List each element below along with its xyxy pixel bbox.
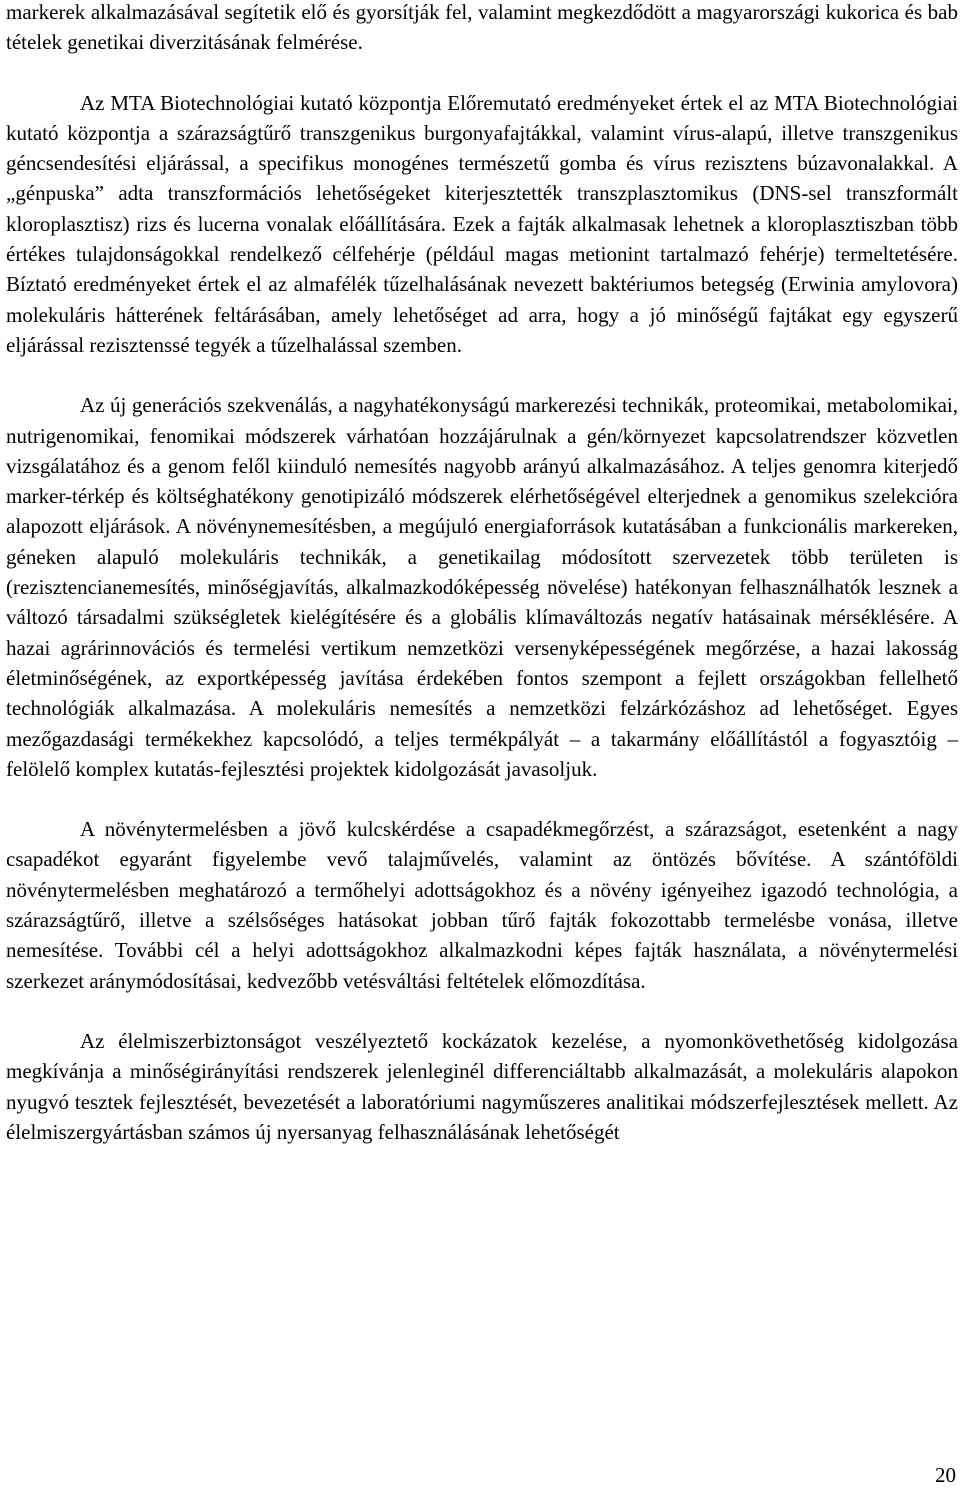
paragraph-crop-production: A növénytermelésben a jövő kulcskérdése a csapadékmegőrzést, a szárazságot, esetenként a nagy csapadékot egyaránt figyelembe vevő talajművelés, valamint az öntözés bővítése. A szántóföldi növénytermelésben meghatározó a termőhelyi adottságokhoz és a növény igényeihez igazodó technológia, a szárazságtűrő, illetve a szélsőséges hatásokat jobban tűrő fajták fokozottabb termelésbe vonása, illetve nemesítése. További cél a helyi adottságokhoz alkalmazkodni képes fajták használata, a növénytermelési szerkezet aránymódosításai, kedvezőbb vetésváltási feltételek előmozdítása. <box>6 817 958 993</box>
paragraph-mta-biotechnology: Az MTA Biotechnológiai kutató központja Előremutató eredményeket értek el az MTA Biotechnológiai kutató központja a szárazságtűrő transzgenikus burgonyafajtákkal, valamint vírus-alapú, illetve transzgenikus géncsendesítési eljárással, a specifikus monogénes természetű gomba és vírus rezisztens búzavonalakkal. A „génpuska” adta transzformációs lehetőségeket kiterjesztették transzplasztomikus (DNS-sel transzformált kloroplasztisz) rizs és lucerna vonalak előállítására. Ezek a fajták alkalmasak lehetnek a kloroplasztiszban több értékes tulajdonságokkal rendelkező célfehérje (például magas metionint tartalmazó fehérje) termeltetésére. Bíztató eredményeket értek el az almafélék tűzelhalásának nevezett baktériumos betegség (Erwinia amylovora) molekuláris hátterének feltárásában, amely lehetőséget ad arra, hogy a jó minőségű fajtákat egy egyszerű eljárással rezisztenssé tegyék a tűzelhalással szemben. <box>6 90 958 357</box>
document-page <box>6 0 958 1147</box>
paragraph-gap <box>6 58 958 88</box>
paragraph-food-safety: Az élelmiszerbiztonságot veszélyeztető kockázatok kezelése, a nyomonkövethetőség kidolgozása megkívánja a minőségirányítási rendszerek jelenleginél differenciáltabb alkalmazását, a molekuláris alapokon nyugvó tesztek fejlesztését, bevezetését a laboratóriumi nagyműszeres analitikai módszerfejlesztések mellett. Az élelmiszergyártásban számos új nyersanyag felhasználásának lehetőségét <box>6 1028 958 1144</box>
paragraph-gap <box>6 996 958 1026</box>
paragraph-new-generation-sequencing: Az új generációs szekvenálás, a nagyhatékonyságú markerezési technikák, proteomikai, metabolomikai, nutrigenomikai, fenomikai módszerek várhatóan hozzájárulnak a gén/környezet kapcsolatrendszer közvetlen vizsgálatához és a genom felől kiinduló nemesítés nagyobb arányú alkalmazásához. A teljes genomra kiterjedő marker-térkép és költséghatékony genotipizáló módszerek elérhetőségével elterjednek a genomikus szelekcióra alapozott eljárások. A növénynemesítésben, a megújuló energiaforrások kutatásában a funkcionális markereken, géneken alapuló molekuláris technikák, a genetikailag módosított szervezetek több területen is (rezisztencianemesítés, minőségjavítás, alkalmazkodóképesség növelése) hatékonyan felhasználhatók lesznek a változó társadalmi szükségletek kielégítésére és a globális klímaváltozás negatív hatásainak mérséklésére. A hazai agrárinnovációs és termelési vertikum nemzetközi versenyképességének megőrzése, a hazai lakosság életminőségének, az exportképesség javítása érdekében fontos szempont a fejlett országokban fellelhető technológiák alkalmazása. A molekuláris nemesítés a nemzetközi felzárkózáshoz ad lehetőséget. Egyes mezőgazdasági termékekhez kapcsolódó, a teljes termékpályát – a takarmány előállítástól a fogyasztóig – felölelő komplex kutatás-fejlesztési projektek kidolgozását javasoljuk. <box>6 393 958 781</box>
paragraph-gap <box>6 360 958 390</box>
page-number: 20 <box>935 1463 956 1487</box>
paragraph-continuation: markerek alkalmazásával segítetik elő és gyorsítják fel, valamint megkezdődött a magyarországi kukorica és bab tételek genetikai diverzitásának felmérése. <box>6 0 958 55</box>
paragraph-gap <box>6 784 958 814</box>
